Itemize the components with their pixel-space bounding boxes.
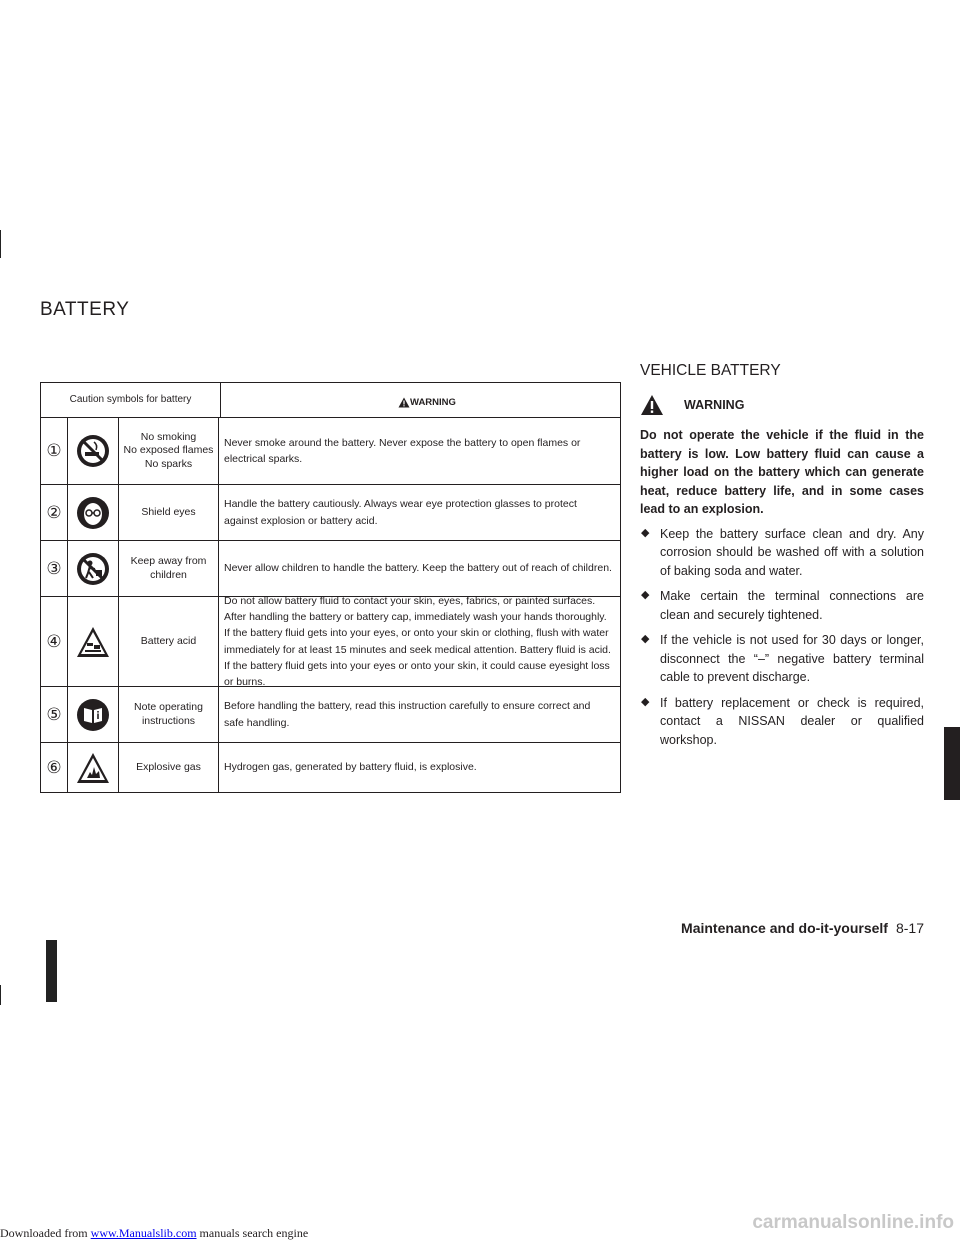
- symbol-name: Shield eyes: [119, 485, 219, 540]
- table-row: [41, 743, 620, 792]
- symbol-description: Hydrogen gas, generated by battery fluid, is explosive.: [224, 761, 477, 774]
- row-number: ⑥: [46, 757, 62, 777]
- header-warning: [221, 383, 620, 417]
- symbol-name: Explosive gas: [119, 743, 219, 792]
- symbol-name: No smoking No exposed flames No sparks: [119, 418, 219, 484]
- symbol-description: Do not allow battery fluid to contact your skin, eyes, fabrics, or painted surfaces. After handling the battery or battery cap, immediately wash your hands thoroughly. If the battery fluid gets into your eyes, or onto your skin or clothing, flush with water immediately for at least 15 minutes and seek medical attention. Battery fluid is acid. If the battery fluid gets into your eyes or onto your skin, it could cause eyesight loss or burns.: [224, 594, 611, 689]
- bullet-icon: ◆: [641, 589, 650, 601]
- caution-table: [40, 382, 621, 793]
- manualslib-link[interactable]: www.Manualslib.com: [90, 1226, 197, 1240]
- page-number: 8-17: [895, 920, 924, 936]
- crop-mark: [0, 985, 1, 1005]
- warning-triangle-icon: [398, 397, 410, 408]
- list-item: [640, 694, 924, 750]
- warning-triangle-icon: [640, 394, 664, 416]
- list-item-text: If battery replacement or check is required, contact a NISSAN dealer or qualified workshop.: [660, 695, 924, 747]
- bullet-list: [640, 525, 924, 750]
- section-title: BATTERY: [40, 299, 130, 320]
- bullet-icon: ◆: [641, 526, 650, 539]
- table-header: [41, 383, 620, 418]
- subsection-title: VEHICLE BATTERY: [640, 362, 781, 379]
- keep-away-children-icon: [76, 552, 110, 586]
- symbol-description: Handle the battery cautiously. Always wear eye protection glasses to protect against explosion or battery acid.: [224, 498, 577, 527]
- bullet-icon: ◆: [641, 633, 650, 645]
- list-item: [640, 587, 924, 624]
- list-item: [640, 525, 924, 581]
- row-number: ④: [46, 631, 62, 651]
- vehicle-battery-section: [640, 362, 924, 756]
- table-row: [41, 418, 620, 485]
- no-smoking-icon: [76, 434, 110, 468]
- symbol-description: Before handling the battery, read this instruction carefully to ensure correct and safe handling.: [224, 700, 591, 729]
- row-number: ③: [46, 558, 62, 578]
- list-item-text: Make certain the terminal connections are clean and securely tightened.: [660, 589, 924, 622]
- row-number: ①: [46, 441, 62, 460]
- symbol-description: Never allow children to handle the battery. Keep the battery out of reach of children.: [224, 562, 612, 575]
- shield-eyes-icon: [76, 496, 110, 530]
- symbol-name: Note operating instructions: [119, 687, 219, 742]
- symbol-name: Battery acid: [119, 597, 219, 686]
- header-caution-symbols: Caution symbols for battery: [41, 383, 221, 417]
- download-banner: [0, 1226, 308, 1241]
- operating-instructions-icon: [76, 698, 110, 732]
- list-item-text: Keep the battery surface clean and dry. Any corrosion should be washed off with a solution of baking soda and water.: [660, 526, 924, 578]
- warning-heading: [640, 394, 924, 416]
- table-row: [41, 485, 620, 541]
- banner-suffix: manuals search engine: [196, 1226, 309, 1240]
- watermark: carmanualsonline.info: [752, 1212, 954, 1233]
- bullet-icon: ◆: [641, 695, 650, 708]
- row-number: ⑤: [46, 704, 62, 724]
- symbol-name: Keep away from children: [119, 541, 219, 596]
- table-row: [41, 687, 620, 743]
- table-row: [41, 541, 620, 597]
- list-item: [640, 631, 924, 687]
- crop-mark: [0, 230, 1, 258]
- symbol-description: Never smoke around the battery. Never expose the battery to open flames or electrical sparks.: [224, 436, 581, 465]
- warning-label: WARNING: [684, 398, 745, 412]
- warning-text: Do not operate the vehicle if the fluid in the battery is low. Low battery fluid can cause a higher load on the battery which can generate heat, reduce battery life, and in some cases lead to an explosion.: [640, 428, 924, 516]
- warning-label: WARNING: [410, 397, 456, 408]
- chapter-tab: [944, 727, 960, 800]
- thumb-bar: [46, 940, 57, 1002]
- banner-prefix: Downloaded from: [0, 1226, 91, 1240]
- row-number: ②: [46, 502, 62, 522]
- list-item-text: If the vehicle is not used for 30 days or longer, disconnect the “–” negative battery terminal cable to prevent discharge.: [660, 633, 924, 684]
- footer-section-title: Maintenance and do-it-yourself: [681, 920, 888, 936]
- table-row: [41, 594, 620, 689]
- page-footer: [681, 920, 924, 936]
- explosive-gas-icon: [76, 752, 110, 784]
- battery-acid-icon: [76, 626, 110, 658]
